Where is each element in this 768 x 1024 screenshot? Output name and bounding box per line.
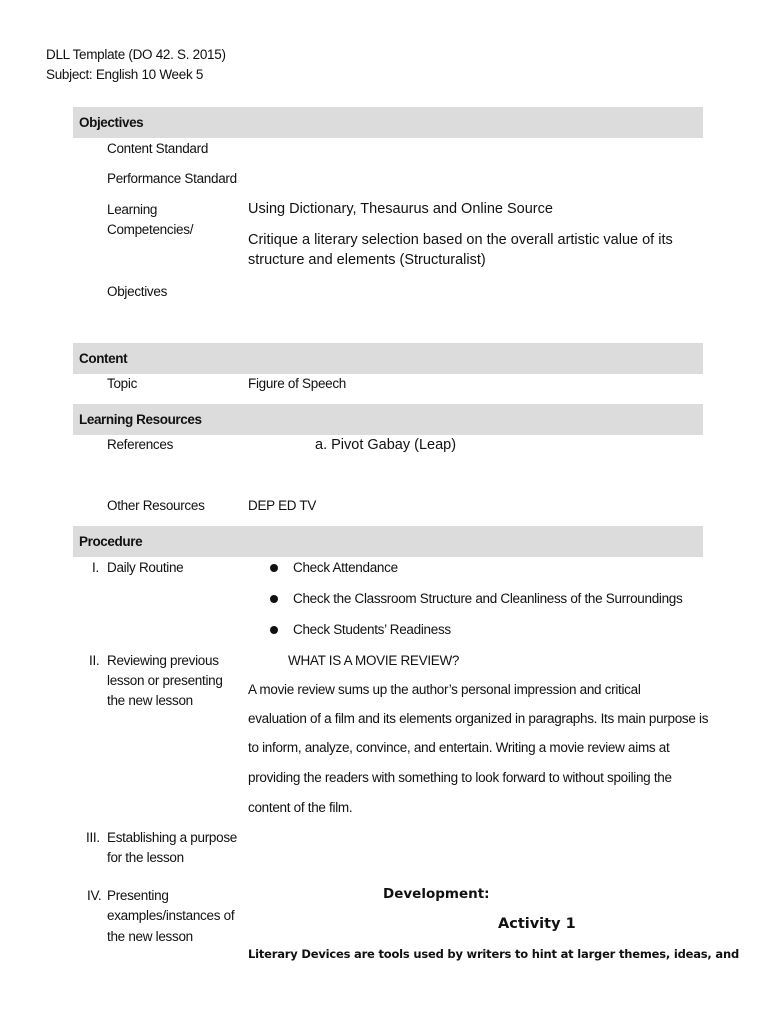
step-number-4: IV. xyxy=(87,888,102,903)
content-section-heading xyxy=(73,343,703,374)
reviewing-label-line1: Reviewing previous xyxy=(107,653,219,668)
presenting-examples-line1: Presenting xyxy=(107,888,169,903)
development-heading: Development: xyxy=(383,886,490,902)
movie-review-paragraph-line: A movie review sums up the author’s personal impression and critical xyxy=(248,682,641,697)
learning-resources-section-heading xyxy=(73,404,703,435)
competency-text-2b: structure and elements (Structuralist) xyxy=(248,252,486,268)
content-heading-text: Content xyxy=(79,351,128,366)
learning-competencies-label-line1: Learning xyxy=(107,202,158,217)
bullet-icon xyxy=(270,626,278,634)
establishing-purpose-line1: Establishing a purpose xyxy=(107,830,237,845)
topic-label: Topic xyxy=(107,376,138,391)
topic-value: Figure of Speech xyxy=(248,376,347,391)
bullet-icon xyxy=(270,564,278,572)
bullet-icon xyxy=(270,595,278,603)
step-number-2: II. xyxy=(89,653,100,668)
establishing-purpose-line2: for the lesson xyxy=(107,850,184,865)
references-value: a. Pivot Gabay (Leap) xyxy=(315,437,457,453)
references-label: References xyxy=(107,437,174,452)
activity-heading: Activity 1 xyxy=(498,916,576,932)
competency-text-2a: Critique a literary selection based on the overall artistic value of its xyxy=(248,232,673,248)
movie-review-title: WHAT IS A MOVIE REVIEW? xyxy=(288,653,460,668)
other-resources-value: DEP ED TV xyxy=(248,498,317,513)
performance-standard-label: Performance Standard xyxy=(107,171,237,186)
learning-competencies-label-line2: Competencies/ xyxy=(107,222,194,237)
procedure-heading-text: Procedure xyxy=(79,534,143,549)
other-resources-label: Other Resources xyxy=(107,498,205,513)
objectives-section-heading xyxy=(73,107,703,138)
objectives-heading-text: Objectives xyxy=(79,115,144,130)
presenting-examples-line3: the new lesson xyxy=(107,929,193,944)
movie-review-paragraph-line: content of the film. xyxy=(248,800,353,815)
objectives-label: Objectives xyxy=(107,284,168,299)
content-standard-label: Content Standard xyxy=(107,141,209,156)
movie-review-paragraph-line: providing the readers with something to look forward to without spoiling the xyxy=(248,770,672,785)
competency-text-1: Using Dictionary, Thesaurus and Online Source xyxy=(248,201,553,217)
reviewing-label-line2: lesson or presenting xyxy=(107,673,223,688)
reviewing-label-line3: the new lesson xyxy=(107,693,193,708)
bullet-item-readiness: Check Students’ Readiness xyxy=(293,622,451,637)
learning-resources-heading-text: Learning Resources xyxy=(79,412,202,427)
document-template-label: DLL Template (DO 42. S. 2015) xyxy=(46,47,226,62)
bullet-item-attendance: Check Attendance xyxy=(293,560,398,575)
movie-review-paragraph-line: evaluation of a film and its elements organized in paragraphs. Its main purpose is xyxy=(248,711,709,726)
step-number-3: III. xyxy=(86,830,100,845)
movie-review-paragraph-line: to inform, analyze, convince, and entertain. Writing a movie review aims at xyxy=(248,740,670,755)
presenting-examples-line2: examples/instances of xyxy=(107,908,235,923)
daily-routine-label: Daily Routine xyxy=(107,560,184,575)
procedure-section-heading xyxy=(73,526,703,557)
literary-devices-text: Literary Devices are tools used by writers to hint at larger themes, ideas, and xyxy=(248,947,739,961)
document-subject-label: Subject: English 10 Week 5 xyxy=(46,67,204,82)
bullet-item-classroom: Check the Classroom Structure and Cleanliness of the Surroundings xyxy=(293,591,683,606)
step-number-1: I. xyxy=(92,560,99,575)
